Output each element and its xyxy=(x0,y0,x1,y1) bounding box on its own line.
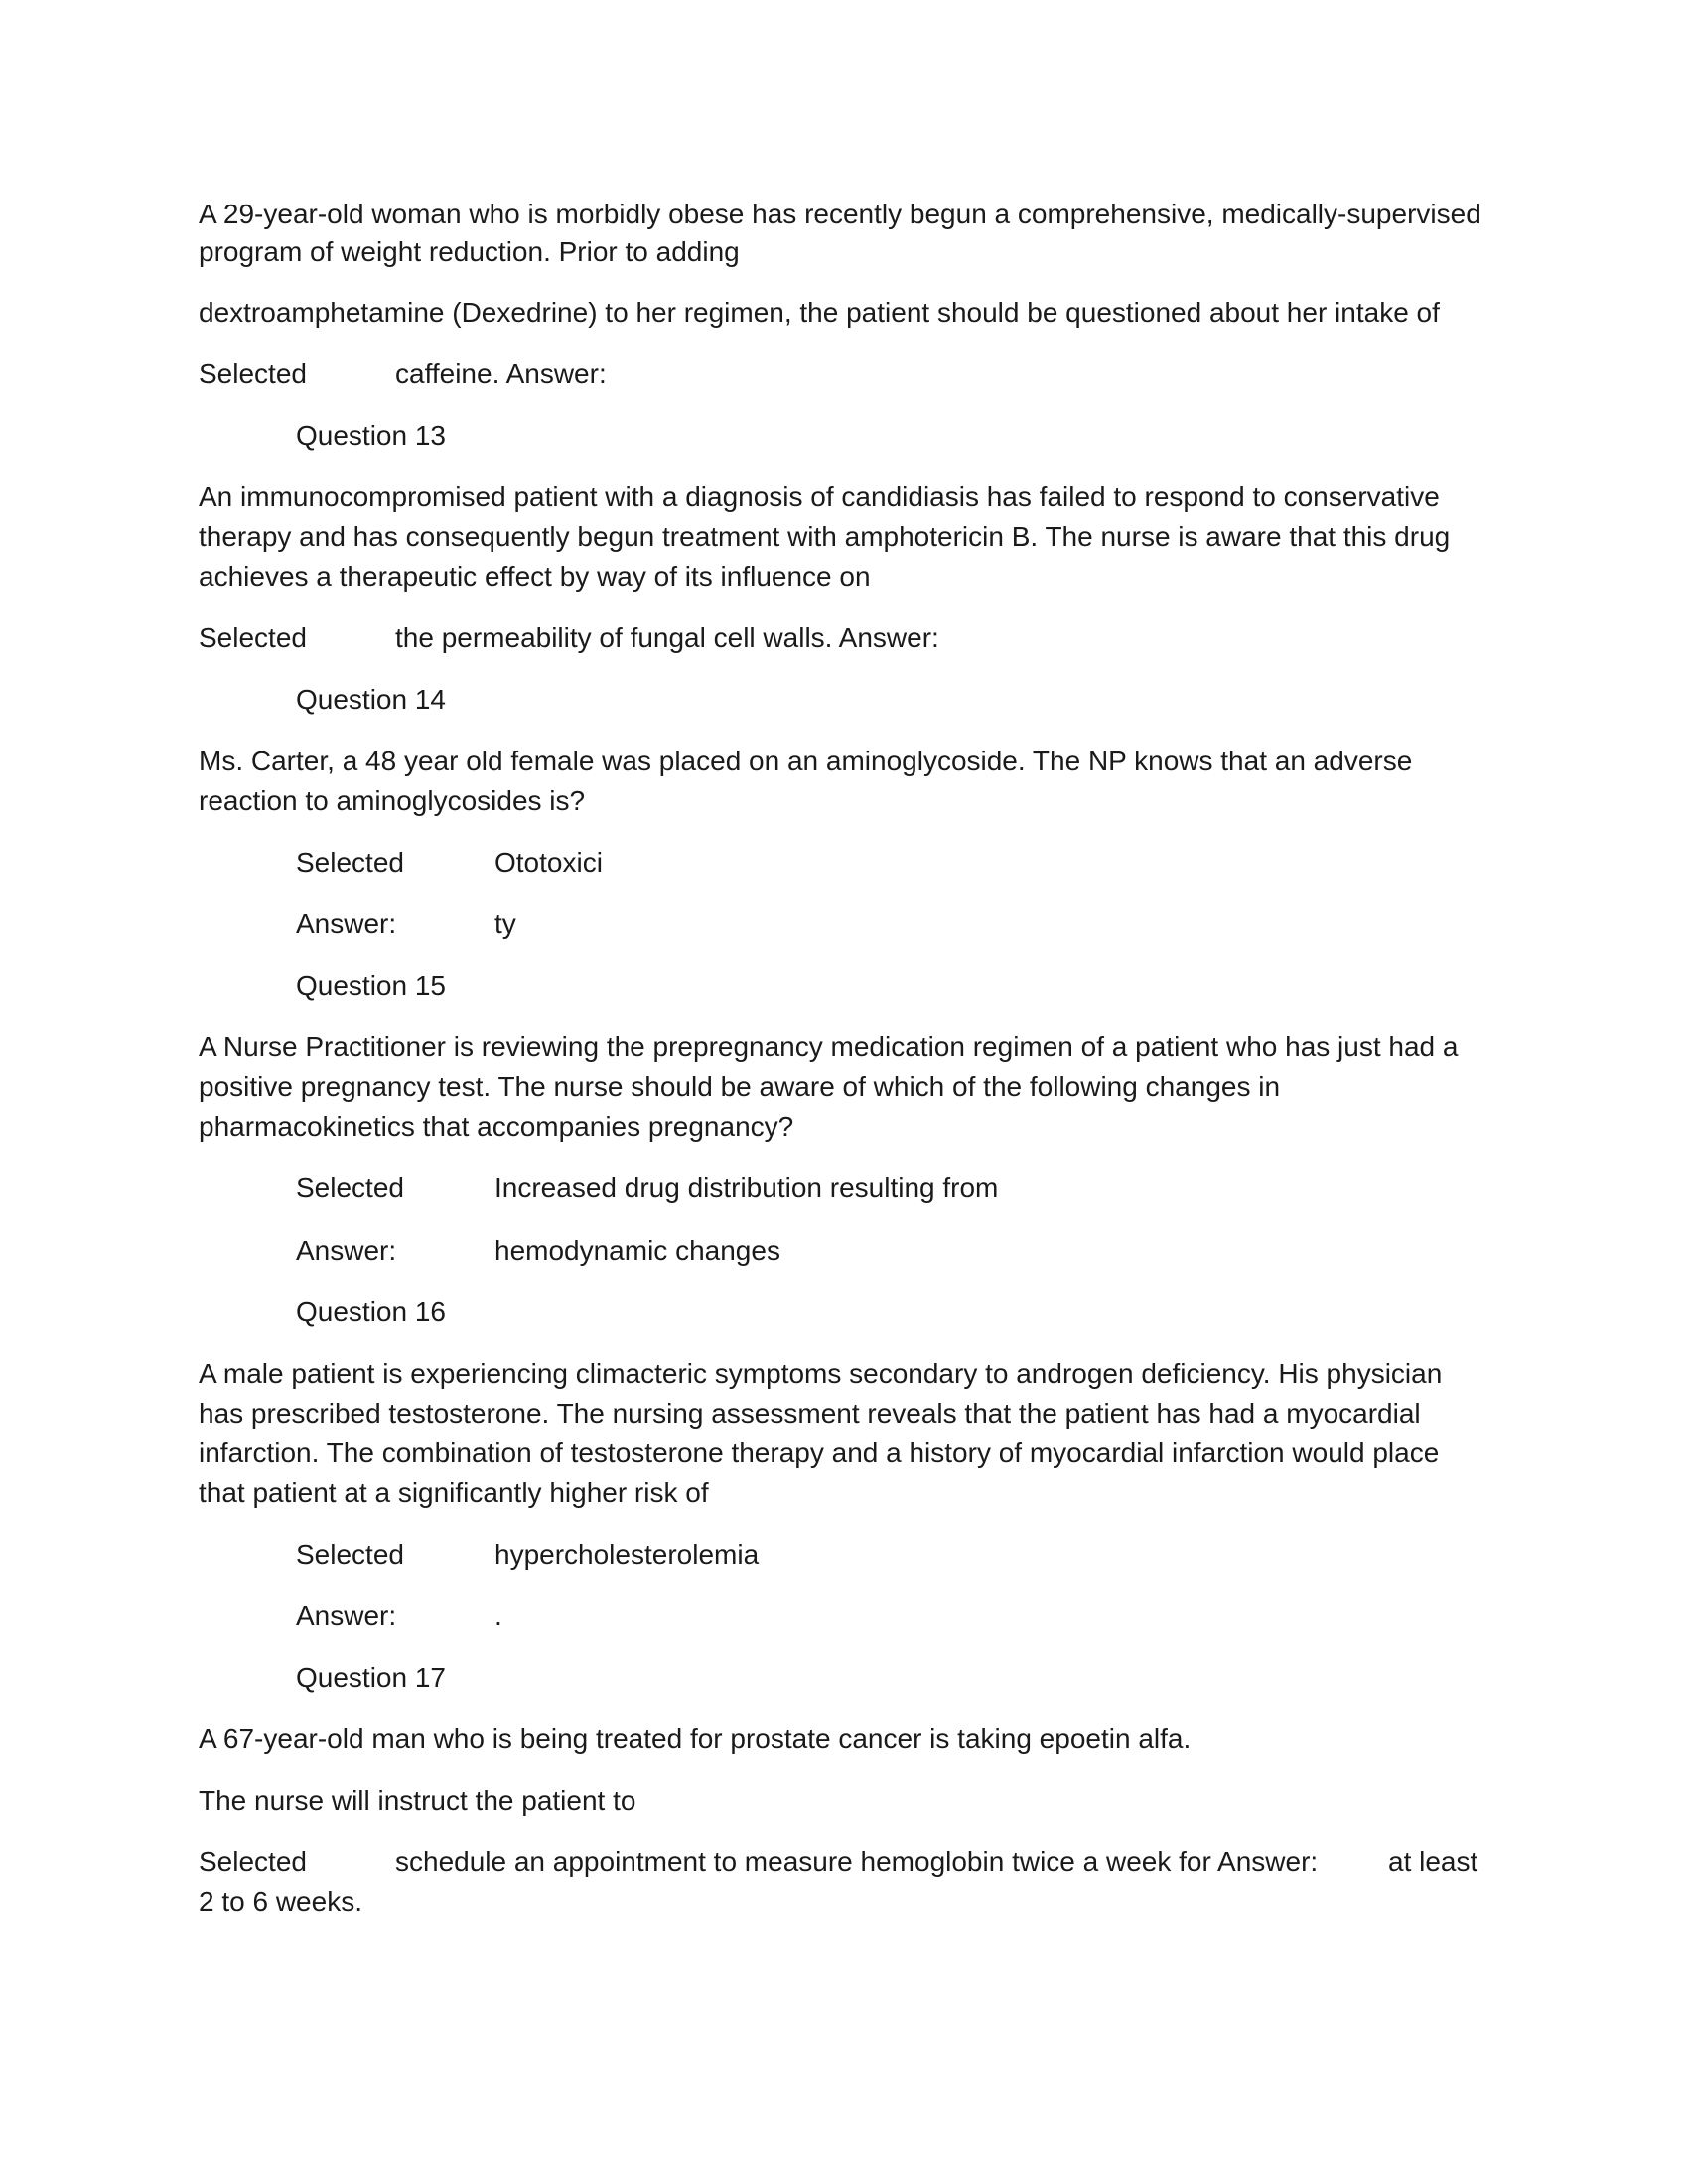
q15-selected-label: Selected xyxy=(296,1172,404,1203)
q14-heading: Question 14 xyxy=(296,684,446,715)
q12-selected-label: Selected xyxy=(199,358,307,389)
q16-answer-label: Answer: xyxy=(296,1600,397,1631)
q16-stem-line-4: that patient at a significantly higher risk of xyxy=(199,1477,709,1508)
q15-stem-line-2: positive pregnancy test. The nurse should be aware of which of the following changes in xyxy=(199,1071,1281,1102)
q17-selected-tail: at least xyxy=(1388,1846,1478,1877)
q17-heading: Question 17 xyxy=(296,1662,446,1693)
q12-stem-line-1: A 29-year-old woman who is morbidly obese has recently begun a comprehensive, medically-supervised xyxy=(199,199,1481,229)
q16-selected-value: hypercholesterolemia xyxy=(494,1539,760,1570)
q16-selected-label: Selected xyxy=(296,1539,404,1570)
q13-stem-line-3: achieves a therapeutic effect by way of its influence on xyxy=(199,561,871,592)
q15-answer-label: Answer: xyxy=(296,1235,397,1266)
q17-selected-value: schedule an appointment to measure hemoglobin twice a week for Answer: xyxy=(395,1846,1319,1877)
q16-stem-line-2: has prescribed testosterone. The nursing assessment reveals that the patient has had a myocardial xyxy=(199,1398,1421,1429)
q14-answer-value: ty xyxy=(494,908,516,939)
q14-stem-line-1: Ms. Carter, a 48 year old female was placed on an aminoglycoside. The NP knows that an adverse xyxy=(199,746,1413,776)
q15-stem-line-1: A Nurse Practitioner is reviewing the prepregnancy medication regimen of a patient who has just had a xyxy=(199,1031,1459,1062)
q13-heading: Question 13 xyxy=(296,420,446,451)
q14-stem-line-2: reaction to aminoglycosides is? xyxy=(199,785,586,816)
q13-stem-line-1: An immunocompromised patient with a diagnosis of candidiasis has failed to respond to conservative xyxy=(199,481,1440,512)
q14-selected-value: Ototoxici xyxy=(494,847,603,878)
q17-stem-line-2: The nurse will instruct the patient to xyxy=(199,1785,636,1816)
q16-answer-value: . xyxy=(494,1600,502,1631)
q13-selected-value: the permeability of fungal cell walls. Answer: xyxy=(395,622,939,653)
q13-selected-label: Selected xyxy=(199,622,307,653)
q14-answer-label: Answer: xyxy=(296,908,397,939)
q16-stem-line-3: infarction. The combination of testosterone therapy and a history of myocardial infarction would place xyxy=(199,1437,1440,1468)
q13-stem-line-2: therapy and has consequently begun treatment with amphotericin B. The nurse is aware that this drug xyxy=(199,521,1451,552)
q15-answer-value: hemodynamic changes xyxy=(494,1235,780,1266)
q16-stem-line-1: A male patient is experiencing climacteric symptoms secondary to androgen deficiency. His physician xyxy=(199,1358,1443,1389)
q12-selected-value: caffeine. Answer: xyxy=(395,358,607,389)
q16-heading: Question 16 xyxy=(296,1297,446,1327)
q15-heading: Question 15 xyxy=(296,970,446,1001)
q17-stem-line-1: A 67-year-old man who is being treated for prostate cancer is taking epoetin alfa. xyxy=(199,1723,1192,1754)
q12-stem-line-3: dextroamphetamine (Dexedrine) to her regimen, the patient should be questioned about her intake of xyxy=(199,297,1440,328)
q17-selected-label: Selected xyxy=(199,1846,307,1877)
q17-continuation: 2 to 6 weeks. xyxy=(199,1886,362,1917)
q15-stem-line-3: pharmacokinetics that accompanies pregnancy? xyxy=(199,1111,794,1142)
q14-selected-label: Selected xyxy=(296,847,404,878)
q15-selected-value: Increased drug distribution resulting from xyxy=(494,1172,999,1203)
q12-stem-line-2: program of weight reduction. Prior to adding xyxy=(199,236,740,267)
